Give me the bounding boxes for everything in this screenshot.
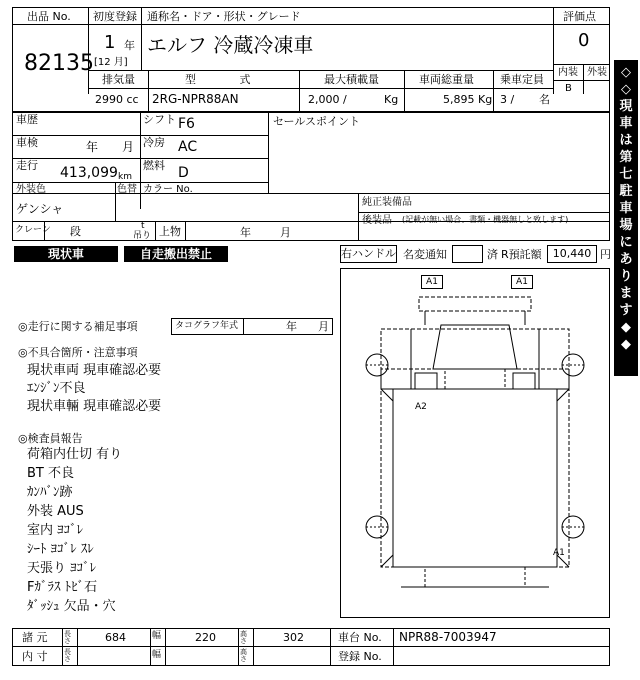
vehicle-name: エルフ 冷蔵冷凍車	[147, 33, 314, 57]
ext-color-value: ゲンシャ	[16, 202, 64, 216]
defect-item: 現状車両 現車確認必要	[27, 363, 162, 378]
reg-label: 登録 No.	[338, 650, 382, 663]
max-load-label: 最大積載量	[324, 73, 379, 86]
gross-weight-label: 車両総重量	[419, 73, 474, 86]
damage-diagram	[340, 268, 610, 618]
exterior-label: 外装	[587, 67, 607, 78]
no-self-drive-badge: 自走搬出禁止	[124, 246, 228, 262]
chassis-label: 車台 No.	[338, 631, 382, 644]
shaken-symbol: 済	[487, 248, 498, 261]
r-tax-label: R預託額	[501, 248, 542, 261]
tacho-year: 年	[286, 320, 297, 333]
score-label: 評価点	[563, 10, 596, 23]
upper-label: 上物	[159, 225, 181, 238]
lot-number: 82135	[24, 51, 94, 76]
tacho-month: 月	[318, 320, 329, 333]
crane-hook: 吊り	[133, 231, 152, 241]
lot-label: 出品 No.	[27, 10, 71, 23]
first-reg-label: 初度登録	[93, 10, 137, 23]
damage-mark: A2	[415, 402, 427, 412]
inspector-item: Fｶﾞﾗｽ ﾄﾋﾞ石	[27, 580, 98, 595]
crane-label: クレーン	[15, 225, 51, 235]
damage-mark: A1	[553, 548, 565, 558]
inner-row-label: 内 寸	[22, 650, 48, 663]
defect-item: 現状車輛 現車確認必要	[27, 399, 162, 414]
aftermarket-note: (記載が無い場合、書類・機器無しと致します)	[402, 215, 569, 224]
inspector-item: 外装 AUS	[27, 504, 84, 519]
specs-row-label: 諸 元	[22, 631, 48, 644]
inspector-item: BT 不良	[27, 466, 74, 481]
first-reg-year: 1	[104, 32, 116, 53]
std-equipment-label: 純正装備品	[362, 197, 412, 208]
interior-label: 内装	[558, 67, 578, 78]
width-value: 220	[195, 631, 216, 644]
r-tax-unit: 円	[600, 248, 611, 261]
mileage-unit: km	[118, 172, 132, 182]
chassis-value: NPR88-7003947	[399, 630, 497, 644]
inner-height-label: 高さ	[240, 648, 247, 663]
crane-t: t	[141, 221, 145, 231]
history-label: 車歴	[16, 113, 38, 126]
model-value: 2RG-NPR88AN	[152, 92, 239, 106]
color-code-label: カラー No.	[143, 184, 193, 195]
inspector-item: ｼｰﾄ ﾖｺﾞﾚ ｽﾚ	[27, 542, 94, 557]
driving-title: ◎走行に関する補足事項	[18, 320, 138, 333]
dimensions-table	[12, 628, 610, 666]
ext-color-label: 外装色	[16, 184, 46, 195]
first-reg-month: [12 月]	[94, 57, 128, 68]
inspection-month: 月	[122, 140, 135, 154]
color-no-label: 色替	[117, 184, 137, 195]
ac-value: AC	[178, 139, 198, 155]
steering-box: 右ハンドル	[340, 245, 397, 263]
inspector-title: ◎検査員報告	[18, 432, 83, 445]
fuel-value: D	[178, 165, 189, 181]
height-value: 302	[283, 631, 304, 644]
model-label: 型 式	[185, 73, 251, 86]
upper-month: 月	[280, 226, 291, 239]
inspector-item: ｶﾝﾊﾞﾝ跡	[27, 485, 73, 500]
inner-width-label: 幅	[152, 650, 162, 660]
damage-mark: A1	[421, 275, 443, 289]
gross-weight-value: 5,895	[443, 93, 475, 106]
displacement-label: 排気量	[102, 73, 135, 86]
mileage-label: 走行	[16, 159, 38, 172]
parking-notice-sidebar	[614, 60, 638, 376]
inspector-item: ﾀﾞｯｼｭ 欠品・穴	[27, 599, 116, 614]
defect-item: ｴﾝｼﾞﾝ不良	[27, 381, 86, 396]
upper-year: 年	[240, 226, 251, 239]
r-tax-value: 10,440	[547, 245, 597, 263]
aftermarket-label: 後装品	[362, 215, 392, 226]
shift-label: シフト	[143, 113, 176, 126]
capacity-value: 3 /	[500, 93, 515, 106]
inspector-item: 荷箱内仕切 有り	[27, 447, 123, 462]
width-label: 幅	[152, 631, 162, 641]
interior-grade: B	[565, 83, 572, 94]
tacho-label: タコグラフ年式	[175, 321, 239, 331]
displacement-value: 2990 cc	[95, 93, 139, 106]
first-reg-year-unit: 年	[124, 39, 135, 52]
capacity-unit: 名	[539, 93, 550, 106]
name-change-box	[452, 245, 483, 263]
damage-mark: A1	[511, 275, 533, 289]
length-label: 長さ	[64, 630, 71, 645]
vehicle-name-label: 通称名・ドア・形状・グレード	[147, 10, 301, 23]
inspector-item: 室内 ﾖｺﾞﾚ	[27, 523, 84, 538]
height-label: 高さ	[240, 630, 247, 645]
max-load-unit: Kg	[384, 93, 399, 106]
shift-value: F6	[178, 116, 195, 132]
mileage-value: 413,099	[60, 165, 118, 181]
defects-title: ◎不具合箇所・注意事項	[18, 346, 138, 359]
length-value: 684	[105, 631, 126, 644]
inspection-label: 車検	[16, 136, 38, 149]
inspector-item: 天張り ﾖｺﾞﾚ	[27, 561, 97, 576]
sales-points-label: セールスポイント	[273, 115, 361, 128]
name-change-label: 名変通知	[403, 248, 447, 261]
gross-weight-unit: Kg	[478, 93, 493, 106]
as-is-badge: 現状車	[14, 246, 118, 262]
crane-stage: 段	[70, 225, 81, 238]
parking-notice-text: ◇◇現車は第七駐車場にあります◆◆	[619, 65, 633, 352]
fuel-label: 燃料	[143, 159, 165, 172]
capacity-label: 乗車定員	[500, 73, 544, 86]
inner-length-label: 長さ	[64, 648, 71, 663]
score-value: 0	[578, 30, 590, 51]
truck-outline	[341, 269, 609, 617]
max-load-value: 2,000 /	[308, 93, 347, 106]
inspection-year: 年	[86, 140, 99, 154]
ac-label: 冷房	[143, 136, 165, 149]
